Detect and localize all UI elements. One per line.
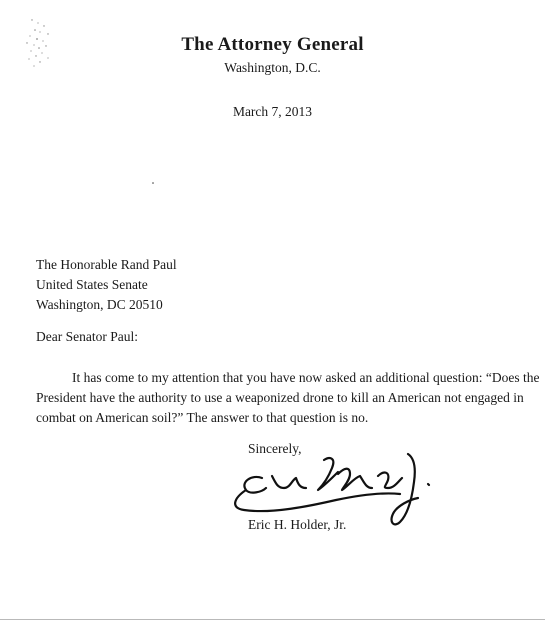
recipient-name: The Honorable Rand Paul	[36, 257, 177, 272]
letterhead-title: The Attorney General	[181, 34, 364, 55]
letter-body	[36, 368, 540, 428]
recipient-city: Washington, DC 20510	[36, 297, 163, 312]
recipient-organization: United States Senate	[36, 277, 148, 292]
body-line: It has come to my attention that you have now asked an additional question: “Does the	[72, 370, 540, 385]
body-line: combat on American soil?” The answer to that question is no.	[36, 410, 369, 425]
scan-dot	[152, 182, 154, 184]
recipient-address	[36, 255, 177, 315]
signer-name: Eric H. Holder, Jr.	[248, 517, 347, 532]
salutation: Dear Senator Paul:	[36, 329, 138, 344]
closing: Sincerely,	[248, 441, 302, 456]
letterhead-city: Washington, D.C.	[224, 60, 321, 75]
body-line: President have the authority to use a weaponized drone to kill an American not engaged in	[36, 390, 524, 405]
scan-bottom-edge	[0, 619, 545, 620]
letter-date: March 7, 2013	[232, 104, 313, 119]
